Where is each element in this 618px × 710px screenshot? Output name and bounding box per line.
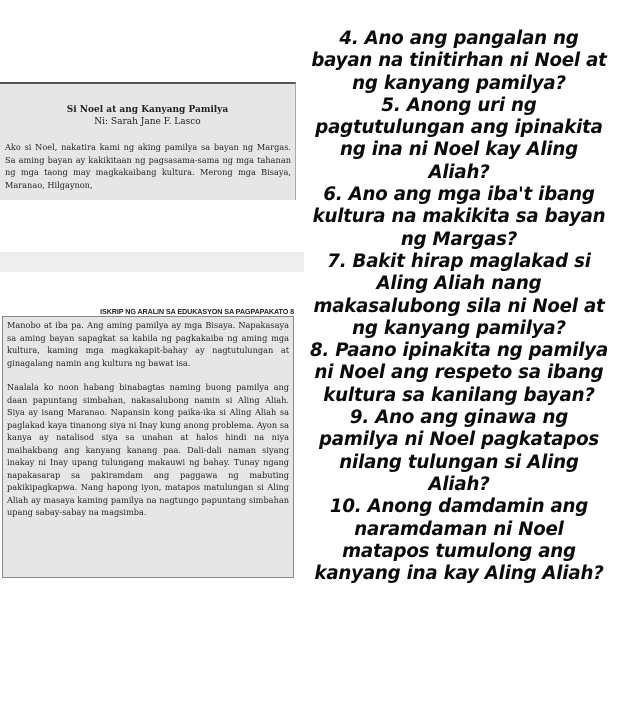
page-gap-band <box>0 252 304 272</box>
story-title: Si Noel at ang Kanyang Pamilya <box>66 105 229 115</box>
question-item: 8. Paano ipinakita ng pamilya ni Noel ang respeto sa ibang kultura sa kanilang bayan? <box>309 340 609 406</box>
question-item: 6. Ano ang mga iba't ibang kultura na makikita sa bayan ng Margas? <box>312 184 606 250</box>
story-excerpt-bottom <box>2 316 294 578</box>
question-list <box>308 28 610 585</box>
story-paragraph-1: Manobo at iba pa. Ang aming pamilya ay mga Bisaya. Napakasaya sa aming bayan sapagkat sa kabila ng pagkakaiba ng aming mga kultura, kaming mga magkakapit-bahay ay nagtutulungan at ginagalang namin ang kultura ng bawat isa. <box>7 320 289 368</box>
question-item: 7. Bakit hirap maglakad si Aling Aliah nang makasalubong sila ni Noel at ng kanyang pamilya? <box>313 250 605 339</box>
story-paragraph-intro: Ako si Noel, nakatira kami ng aking pamilya sa bayan ng Margas. Sa aming bayan ay kakikitaan ng pagsasama-sama ng mga tahanan ng mga taong may magkakaibang kultura. Merong mga Bisaya, Maranao, Hilgaynon, <box>5 142 291 190</box>
question-item: 9. Ano ang ginawa ng pamilya ni Noel pagkatapos nilang tulungan si Aling Aliah? <box>318 407 600 495</box>
story-excerpt-top <box>0 82 296 200</box>
page-running-header: ISKRIP NG ARALIN SA EDUKASYON SA PAGPAPAKATO 8 <box>100 307 294 316</box>
question-item: 4. Ano ang pangalan ng bayan na tinitirhan ni Noel at ng kanyang pamilya? <box>311 28 607 94</box>
cut-off-text-line <box>4 578 284 581</box>
story-paragraph-2: Naalala ko noon habang binabagtas naming buong pamilya ang daan papuntang simbahan, nakasalubong namin si Aling Aliah. Siya ay isang Maranao. Napansin kong paika-ika si Aling Aliah sa paglakad kaya tinanong siya ni Inay kung anong problema. Ayon sa kanya ay natalisod siya sa unahan at halos hindi na niya maihakbang ang kanyang kanang paa. Dali-dali naman siyang inakay ni Inay upang tulungang makauwi ng bahay. Tunay ngang napakasarap sa pakiramdam ang paggawa ng mabuting pakikipagkapwa. Nang hapong iyon, matapos matulungan si Aling Aliah ay masaya kaming pamilya na nagtungo papuntang simbahan upang sabay-sabay na magsimba. <box>7 382 289 517</box>
story-author: Ni: Sarah Jane F. Lasco <box>94 117 201 127</box>
question-item: 10. Anong damdamin ang naramdaman ni Noel matapos tumulong ang kanyang ina kay Aling Aliah? <box>314 496 604 585</box>
question-item: 5. Anong uri ng pagtutulungan ang ipinakita ng ina ni Noel kay Aling Aliah? <box>315 94 603 183</box>
